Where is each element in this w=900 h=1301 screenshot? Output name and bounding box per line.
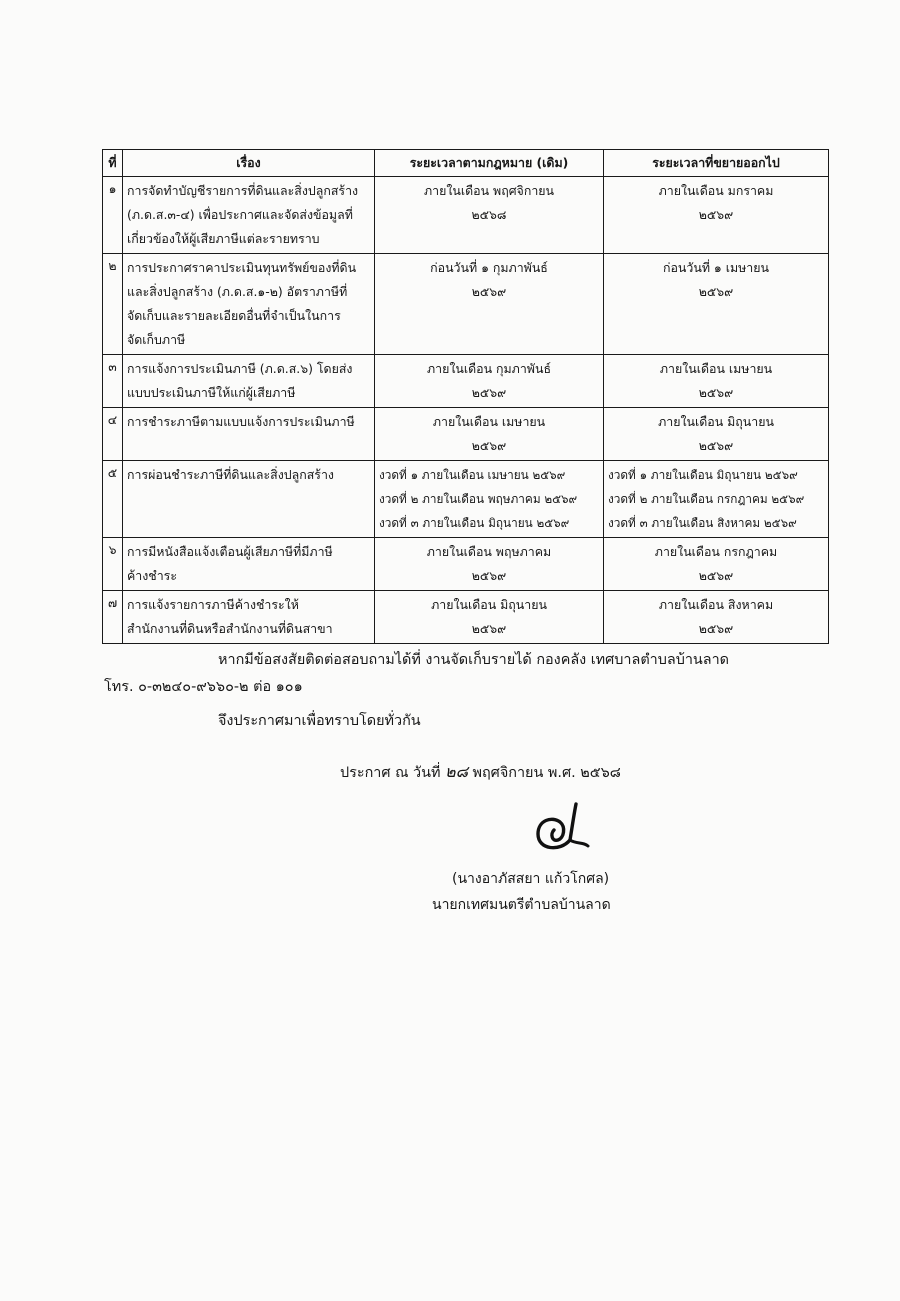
old-period-cell [375,177,604,254]
topic-cell [123,355,375,408]
table-row [103,355,829,408]
announcement-date [340,760,621,785]
new-period-cell-line: ๒๕๖๙ [698,621,734,636]
old-period-cell [375,591,604,644]
new-period-cell [604,254,829,355]
old-period-cell-line: งวดที่ ๑ ภายในเดือน เมษายน ๒๕๖๙ [379,468,566,482]
topic-cell-line: การแจ้งรายการภาษีค้างชำระให้ [127,597,299,612]
new-period-cell-line: ภายในเดือน สิงหาคม [658,597,774,612]
old-period-cell [375,355,604,408]
contact-text: หากมีข้อสงสัยติดต่อสอบถามได้ที่ งานจัดเก็บรายได้ กองคลัง เทศบาลตำบลบ้านลาด [218,652,730,668]
table-row [103,591,829,644]
topic-cell-line: การจัดทำบัญชีรายการที่ดินและสิ่งปลูกสร้าง [127,183,359,198]
old-period-cell-line: ๒๕๖๙ [471,385,507,400]
new-period-cell-line: ภายในเดือน เมษายน [659,361,773,376]
topic-cell [123,408,375,461]
signer-position: นายกเทศมนตรีตำบลบ้านลาด [432,897,611,913]
old-period-cell-line: ก่อนวันที่ ๑ กุมภาพันธ์ [430,260,548,275]
announce-text: จึงประกาศมาเพื่อทราบโดยทั่วกัน [218,713,421,729]
new-period-cell [604,408,829,461]
phone-text: โทร. ๐-๓๒๔๐-๙๖๖๐-๒ ต่อ ๑๐๑ [104,679,303,695]
row-number: ๖ [103,538,123,591]
table-body [103,177,829,644]
old-period-cell-line: ๒๕๖๙ [471,284,507,299]
topic-cell-line: การมีหนังสือแจ้งเตือนผู้เสียภาษีที่มีภาษี [127,544,333,559]
new-period-cell-line: ๒๕๖๙ [698,385,734,400]
signature-mark [530,800,592,862]
signer-name: (นางอาภัสสยา แก้วโกศล) [452,871,610,887]
new-period-cell-line: ก่อนวันที่ ๑ เมษายน [662,260,769,275]
date-prefix: ประกาศ ณ วันที่ [340,765,441,781]
old-period-cell-line: ภายในเดือน กุมภาพันธ์ [426,361,552,376]
old-period-cell [375,461,604,538]
topic-cell [123,254,375,355]
new-period-cell-line: ๒๕๖๙ [698,284,734,299]
new-period-cell-line: งวดที่ ๑ ภายในเดือน มิถุนายน ๒๕๖๙ [608,468,798,482]
new-period-cell [604,538,829,591]
topic-cell-line: ค้างชำระ [127,568,177,583]
row-number: ๒ [103,254,123,355]
topic-cell-line: การชำระภาษีตามแบบแจ้งการประเมินภาษี [127,414,355,429]
row-number: ๓ [103,355,123,408]
row-number: ๗ [103,591,123,644]
old-period-cell-line: ๒๕๖๙ [471,438,507,453]
old-period-cell-line: ภายในเดือน เมษายน [432,414,546,429]
table-row [103,177,829,254]
new-period-cell [604,177,829,254]
topic-cell-line: สำนักงานที่ดินหรือสำนักงานที่ดินสาขา [127,621,333,636]
topic-cell-line: การแจ้งการประเมินภาษี (ภ.ด.ส.๖) โดยส่ง [127,361,353,376]
table-row [103,538,829,591]
old-period-cell-line: ภายในเดือน มิถุนายน [431,597,547,612]
old-period-cell [375,254,604,355]
new-period-cell-line: ภายในเดือน มกราคม [658,183,774,198]
topic-cell-line: การผ่อนชำระภาษีที่ดินและสิ่งปลูกสร้าง [127,467,334,482]
table-row [103,461,829,538]
new-period-cell-line: งวดที่ ๒ ภายในเดือน กรกฎาคม ๒๕๖๙ [608,492,805,506]
row-number: ๑ [103,177,123,254]
header-old-period: ระยะเวลาตามกฎหมาย (เดิม) [375,150,604,177]
topic-cell [123,461,375,538]
topic-cell-line: จัดเก็บภาษี [127,332,186,347]
topic-cell [123,538,375,591]
row-number: ๕ [103,461,123,538]
header-no: ที่ [103,150,123,177]
old-period-cell [375,408,604,461]
old-period-cell-line: ๒๕๖๘ [471,207,507,222]
new-period-cell [604,461,829,538]
topic-cell [123,177,375,254]
table-row [103,408,829,461]
old-period-cell-line: ๒๕๖๙ [471,621,507,636]
row-number: ๔ [103,408,123,461]
topic-cell-line: เกี่ยวข้องให้ผู้เสียภาษีแต่ละรายทราบ [127,231,320,246]
new-period-cell [604,355,829,408]
old-period-cell-line: งวดที่ ๓ ภายในเดือน มิถุนายน ๒๕๖๙ [379,516,570,530]
old-period-cell-line: ภายในเดือน พฤษภาคม [426,544,552,559]
old-period-cell-line: ๒๕๖๙ [471,568,507,583]
schedule-table [102,149,829,644]
date-day: ๒๘ [445,762,468,781]
header-topic: เรื่อง [123,150,375,177]
new-period-cell-line: ๒๕๖๙ [698,568,734,583]
old-period-cell [375,538,604,591]
new-period-cell-line: ภายในเดือน กรกฎาคม [654,544,778,559]
date-suffix: พฤศจิกายน พ.ศ. ๒๕๖๘ [472,765,621,781]
topic-cell-line: จัดเก็บและรายละเอียดอื่นที่จำเป็นในการ [127,308,341,323]
header-new-period: ระยะเวลาที่ขยายออกไป [604,150,829,177]
new-period-cell [604,591,829,644]
table-header-row [103,150,829,177]
old-period-cell-line: ภายในเดือน พฤศจิกายน [423,183,555,198]
topic-cell-line: (ภ.ด.ส.๓-๔) เพื่อประกาศและจัดส่งข้อมูลที่ [127,207,353,222]
topic-cell-line: การประกาศราคาประเมินทุนทรัพย์ของที่ดิน [127,260,357,275]
new-period-cell-line: ๒๕๖๙ [698,438,734,453]
table-row [103,254,829,355]
new-period-cell-line: ๒๕๖๙ [698,207,734,222]
topic-cell-line: แบบประเมินภาษีให้แก่ผู้เสียภาษี [127,385,296,400]
old-period-cell-line: งวดที่ ๒ ภายในเดือน พฤษภาคม ๒๕๖๙ [379,492,578,506]
topic-cell-line: และสิ่งปลูกสร้าง (ภ.ด.ส.๑-๒) อัตราภาษีที่ [127,284,348,299]
topic-cell [123,591,375,644]
new-period-cell-line: งวดที่ ๓ ภายในเดือน สิงหาคม ๒๕๖๙ [608,516,797,530]
new-period-cell-line: ภายในเดือน มิถุนายน [658,414,774,429]
